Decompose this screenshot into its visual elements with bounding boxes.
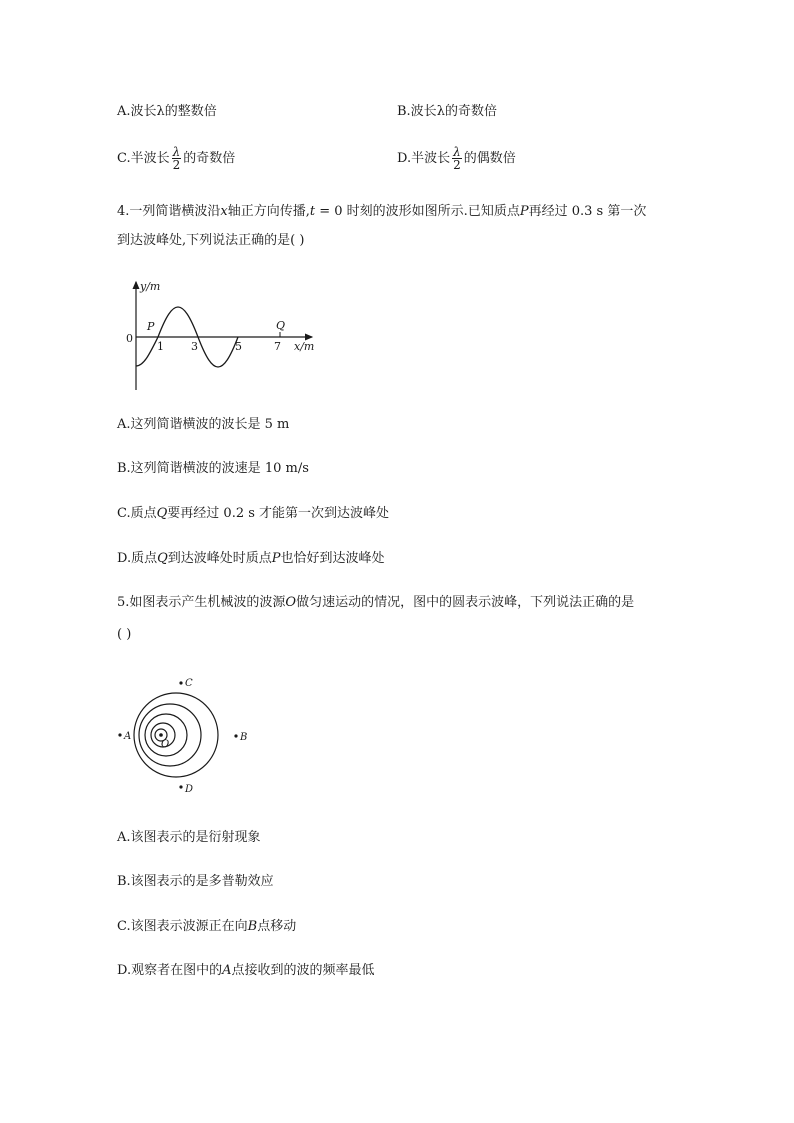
point-q-label: Q [276,319,286,332]
q3-option-b: B.波长λ的奇数倍 [397,104,497,119]
q5-stem-line2: ( ) [117,627,132,642]
q3-option-d: D.半波长 $\frac{\lambda}{2}$ 的偶数倍 [397,145,516,172]
point-d-label: D [185,784,194,795]
point-p-label: P [147,320,155,333]
q4-stem-line2: 到达波峰处,下列说法正确的是( ) [117,233,305,248]
tick-label-3: 3 [191,340,198,353]
q5-option-a: A.该图表示的是衍射现象 [117,830,261,845]
q5-option-d: D.观察者在图中的A点接收到的波的频率最低 [117,963,375,978]
point-a-label: A [124,731,132,742]
half-lambda-fraction: $\frac{\lambda}{2}$ [453,145,461,172]
q4-option-a: A.这列简谐横波的波长是 5 m [117,417,290,432]
q4-wave-graph [120,278,320,398]
q4-option-b: B.这列简谐横波的波速是 10 m/s [117,461,309,476]
point-b-dot [234,734,237,737]
tick-label-7: 7 [274,340,281,353]
q3-option-a: A.波长λ的整数倍 [117,104,217,119]
y-axis-label: y/m [140,280,161,293]
q5-stem-line1: 5.如图表示产生机械波的波源O做匀速运动的情况，图中的圆表示波峰，下列说法正确的是 [117,595,635,610]
source-o-dot [159,733,163,737]
q4-stem-line1: 4.一列简谐横波沿x轴正方向传播,t = 0 时刻的波形如图所示.已知质点P再经过 0.3 s 第一次 [117,204,647,219]
wavefront-circle-2 [139,704,201,766]
q3-option-c: C.半波长 $\frac{\lambda}{2}$ 的奇数倍 [117,145,236,172]
q4-option-d: D.质点Q到达波峰处时质点P也恰好到达波峰处 [117,551,385,566]
point-c-dot [179,681,182,684]
wavefront-circle-1 [134,693,218,777]
point-d-dot [179,785,182,788]
q5-option-c: C.该图表示波源正在向B点移动 [117,919,297,934]
half-lambda-fraction: $\frac{\lambda}{2}$ [172,145,181,172]
origin-label: 0 [126,332,133,345]
x-axis-label: x/m [294,340,315,353]
point-a-dot [118,733,121,736]
source-o-label: O [161,739,170,750]
tick-label-5: 5 [235,340,242,353]
tick-label-1: 1 [157,340,164,353]
q5-option-b: B.该图表示的是多普勒效应 [117,874,274,889]
q5-doppler-figure [112,672,262,802]
point-b-label: B [240,732,248,743]
point-c-label: C [185,678,193,689]
q4-option-c: C.质点Q要再经过 0.2 s 才能第一次到达波峰处 [117,506,390,521]
